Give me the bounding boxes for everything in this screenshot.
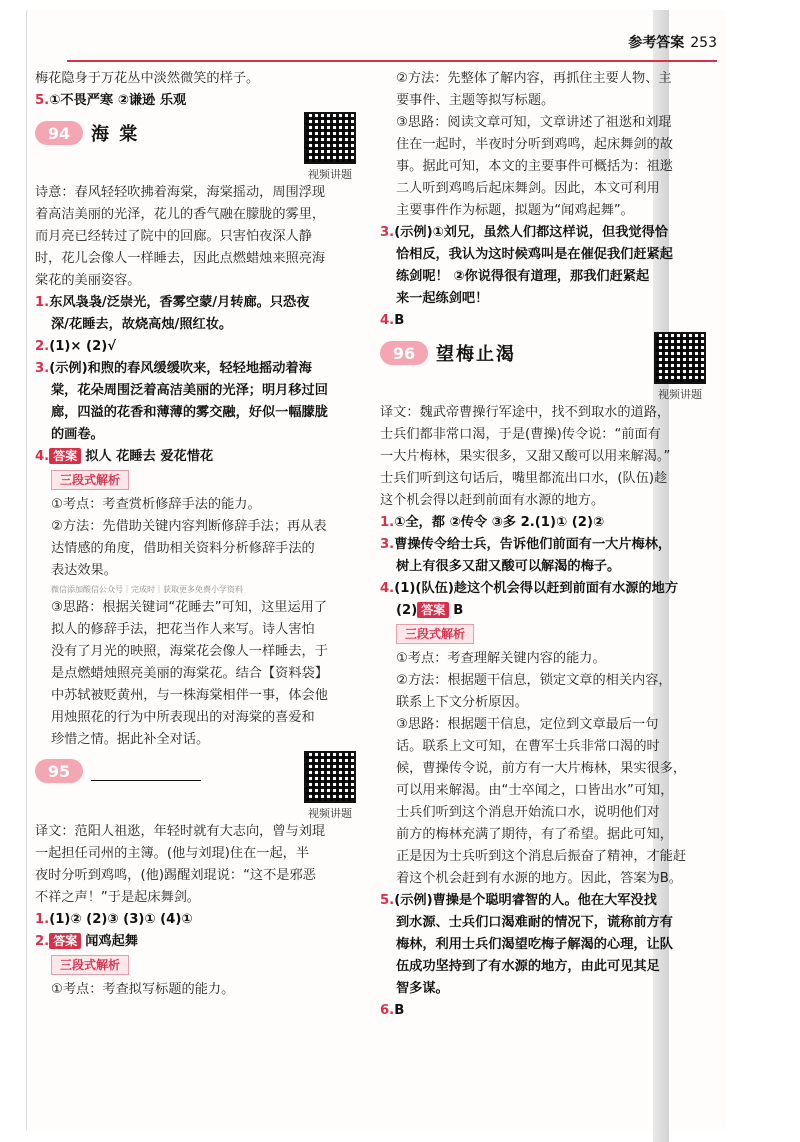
silu-cont: 没有了月光的映照，海棠花会像人一样睡去，于 (51, 644, 328, 659)
question-number: 2. (35, 339, 50, 354)
section-number-badge: 95 (35, 759, 83, 783)
answer-text: (1)(队伍)趁这个机会得以赶到前面有水源的地方 (394, 581, 679, 596)
q5-cont: 伍成功坚持到了有水源的地方，由此可见其足 (396, 959, 660, 974)
question-number: 4. (35, 449, 50, 464)
silu: ③思路：根据题干信息，定位到文章最后一句 (396, 717, 659, 732)
sub-number: (2) (396, 603, 418, 618)
header-label: 参考答案 (628, 35, 685, 51)
answer-text: 拟人 花睡去 爱花惜花 (85, 449, 214, 464)
page-header (67, 32, 717, 62)
answer-text: (示例)和煦的春风缓缓吹来，轻轻地摇动着海 (49, 361, 312, 376)
q1-cont: 深/花睡去，故烧高烛/照红妆。 (51, 317, 233, 332)
answer-text: (1)② (2)③ (3)① (4)① (49, 912, 193, 927)
q3 (380, 534, 715, 556)
q2 (35, 336, 365, 358)
fangfa: ②方法：根据题干信息，锁定文章的相关内容， (396, 673, 672, 688)
qr-block[interactable] (295, 751, 365, 821)
qr-caption: 视频讲题 (658, 388, 702, 401)
q3-cont: 来一起练剑吧！ (396, 291, 489, 306)
text-line: 不祥之声！”于是起床舞剑。 (35, 890, 201, 905)
silu-cont: 着这个机会赶到有水源的地方。因此，答案为B。 (396, 871, 682, 886)
section-95-header (35, 751, 365, 821)
silu: ③思路：阅读文章可知，文章讲述了祖逖和刘琨 (396, 115, 672, 130)
text-line: 而月亮已经转过了院中的回廊。只害怕夜深人静 (35, 229, 312, 244)
fangfa-cont: 表达效果。 (51, 563, 117, 578)
question-number: 1. (35, 295, 50, 310)
answer-text: 闻鸡起舞 (85, 934, 138, 949)
left-column (35, 68, 365, 1001)
silu-cont: 是点燃蜡烛照亮美丽的海棠花。结合【资料袋】 (51, 666, 328, 681)
fangfa-cont: 达情感的角度，借助相关资料分析修辞手法的 (51, 541, 315, 556)
section-96-header (380, 332, 715, 402)
silu-cont: 候，曹操传令说，前方有一大片梅林，果实很多， (396, 761, 687, 776)
text-line: 棠花的美丽姿容。 (35, 273, 141, 288)
silu-cont: 拟人的修辞手法，把花当作人来写。诗人害怕 (51, 622, 315, 637)
answer-text: ①不畏严寒 ②谦逊 乐观 (49, 93, 187, 108)
question-number: 4. (380, 581, 395, 596)
section-number-badge: 94 (35, 121, 83, 145)
answer-text: B (453, 603, 464, 618)
fangfa-cont: 要事件、主题等拟写标题。 (396, 93, 555, 108)
silu-cont: 主要事件作为标题，拟题为“闻鸡起舞”。 (396, 203, 634, 218)
qr-caption: 视频讲题 (308, 168, 352, 181)
q5 (35, 90, 365, 112)
question-number: 4. (380, 313, 395, 328)
question-number: 3. (380, 225, 395, 240)
silu-cont: 话。联系上文可知，在曹军士兵非常口渴的时 (396, 739, 660, 754)
qr-caption: 视频讲题 (308, 807, 352, 820)
silu-cont: 士兵们听到这个消息开始流口水，说明他们对 (396, 805, 660, 820)
silu-cont: 可以用来解渴。由“士卒闻之，口皆出水”可知， (396, 783, 674, 798)
text-line: 一起担任司州的主簿。(他与刘琨)住在一起，半 (35, 846, 310, 861)
text-line: 译文：范阳人祖逖，年轻时就有大志向，曾与刘琨 (35, 824, 326, 839)
answer-text: (示例)①刘兄，虽然人们都这样说，但我觉得恰 (394, 225, 668, 240)
q5-cont: 梅林，利用士兵们渴望吃梅子解渴的心理，让队 (396, 937, 673, 952)
section-94-header (35, 112, 365, 182)
q5-cont: 到水源、士兵们口渴难耐的情况下，谎称前方有 (396, 915, 673, 930)
q3 (35, 358, 365, 380)
answer-text: B (394, 1003, 405, 1018)
fangfa: ②方法：先借助关键内容判断修辞手法；再从表 (51, 519, 327, 534)
right-column (380, 68, 715, 1022)
q1 (35, 909, 365, 931)
silu-cont: 住在一起时，半夜时分听到鸡鸣，起床舞剑的故 (396, 137, 673, 152)
silu-cont: 珍惜之情。据此补全对话。 (51, 732, 210, 747)
section-title: 望梅止渴 (436, 344, 516, 365)
q2 (35, 931, 365, 953)
question-number: 1. (35, 912, 50, 927)
kaodian: ①考点：考查拟写标题的能力。 (51, 982, 235, 997)
text-line: 诗意：春风轻轻吹拂着海棠，海棠摇动，周围浮现 (35, 185, 326, 200)
qr-code-icon[interactable] (654, 332, 706, 384)
answer-badge: 答案 (49, 448, 81, 464)
qr-code-icon[interactable] (304, 112, 356, 164)
silu: ③思路：根据关键词“花睡去”可知，这里运用了 (51, 600, 328, 615)
answer-text: 曹操传令给士兵，告诉他们前面有一大片梅林， (394, 537, 672, 552)
text-line: 这个机会得以赶到前面有水源的地方。 (380, 493, 605, 508)
q3-cont: 恰相反，我认为这时候鸡叫是在催促我们赶紧起 (396, 247, 673, 262)
silu-cont: 前方的梅林充满了期待，有了希望。据此可知， (396, 827, 673, 842)
q3-cont: 廊，四溢的花香和薄薄的雾交融，好似一幅朦胧 (51, 405, 328, 420)
question-number: 1. (380, 515, 395, 530)
q5-cont: 智多谋。 (396, 981, 449, 996)
question-number: 5. (380, 893, 395, 908)
page-number: 253 (690, 35, 717, 51)
fangfa: ②方法：先整体了解内容，再抓住主要人物、主 (396, 71, 672, 86)
section-number-badge: 96 (380, 341, 428, 365)
text-line: 士兵们都非常口渴，于是(曹操)传令说：“前面有 (380, 427, 661, 442)
text-line: 译文：魏武帝曹操行军途中，找不到取水的道路， (380, 405, 671, 420)
answer-text: (1)× (2)√ (49, 339, 117, 354)
three-step-label: 三段式解析 (51, 470, 129, 490)
title-blank (91, 762, 201, 781)
silu-cont: 中苏轼被贬黄州，与一株海棠相伴一事，体会他 (51, 688, 328, 703)
fangfa-cont: 联系上下文分析原因。 (396, 695, 528, 710)
q4-b (380, 600, 715, 622)
silu-cont: 用烛照花的行为中所表现出的对海棠的喜爱和 (51, 710, 315, 725)
question-number: 3. (380, 537, 395, 552)
answer-badge: 答案 (49, 933, 81, 949)
q5 (380, 890, 715, 912)
answer-text: (示例)曹操是个聪明睿智的人。他在大军没找 (394, 893, 657, 908)
text-line: 时，花儿会像人一样睡去，因此点燃蜡烛来照亮海 (35, 251, 326, 266)
q4 (35, 446, 365, 468)
three-step-label: 三段式解析 (396, 624, 474, 644)
qr-block[interactable] (295, 112, 365, 182)
q3-cont: 棠，花朵周围泛着高洁美丽的光泽；明月移过回 (51, 383, 328, 398)
answer-badge: 答案 (417, 602, 449, 618)
answer-text: B (394, 313, 405, 328)
q6 (380, 1000, 715, 1022)
qr-code-icon[interactable] (304, 751, 356, 803)
answer-text: 东风袅袅/泛崇光，香雾空蒙/月转廊。只恐夜 (49, 295, 310, 310)
question-number: 2. (35, 934, 50, 949)
q3-cont: 树上有很多又甜又酸可以解渴的梅子。 (396, 559, 621, 574)
silu-cont: 事。据此可知，本文的主要事件可概括为：祖逖 (396, 159, 673, 174)
kaodian: ①考点：考查理解关键内容的能力。 (396, 651, 606, 666)
silu-cont: 正是因为士兵听到这个消息后振奋了精神，才能赶 (396, 849, 687, 864)
q1 (380, 512, 715, 534)
q4 (380, 310, 715, 332)
text-line: 梅花隐身于万花丛中淡然微笑的样子。 (35, 71, 260, 86)
text-line: 夜时分听到鸡鸣，(他)踢醒刘琨说：“这不是邪恶 (35, 868, 316, 883)
silu-cont: 二人听到鸡鸣后起床舞剑。因此，本文可利用 (396, 181, 660, 196)
three-step-label: 三段式解析 (51, 955, 129, 975)
q3-cont: 练剑呢！ ②你说得很有道理，那我们赶紧起 (396, 269, 650, 284)
kaodian: ①考点：考查赏析修辞手法的能力。 (51, 497, 261, 512)
question-number: 5. (35, 93, 50, 108)
question-number: 3. (35, 361, 50, 376)
qr-block[interactable] (645, 332, 715, 402)
q1 (35, 292, 365, 314)
text-line: 士兵们听到这句话后，嘴里都流出口水，(队伍)趁 (380, 471, 668, 486)
answer-text: ①全，都 ②传令 ③多 2.(1)① (2)② (394, 515, 605, 530)
q3 (380, 222, 715, 244)
q4 (380, 578, 715, 600)
section-title: 海 棠 (91, 124, 140, 145)
text-line: 一大片梅林，果实很多，又甜又酸可以用来解渴。” (380, 449, 671, 464)
text-line: 着高洁美丽的光泽，花儿的香气融在朦胧的雾里， (35, 207, 326, 222)
q3-cont: 的画卷。 (51, 427, 104, 442)
question-number: 6. (380, 1003, 395, 1018)
footnote: 微信添加酸信公众号｜完成时｜获取更多免费小学资料 (51, 585, 243, 594)
header-title (628, 32, 717, 52)
